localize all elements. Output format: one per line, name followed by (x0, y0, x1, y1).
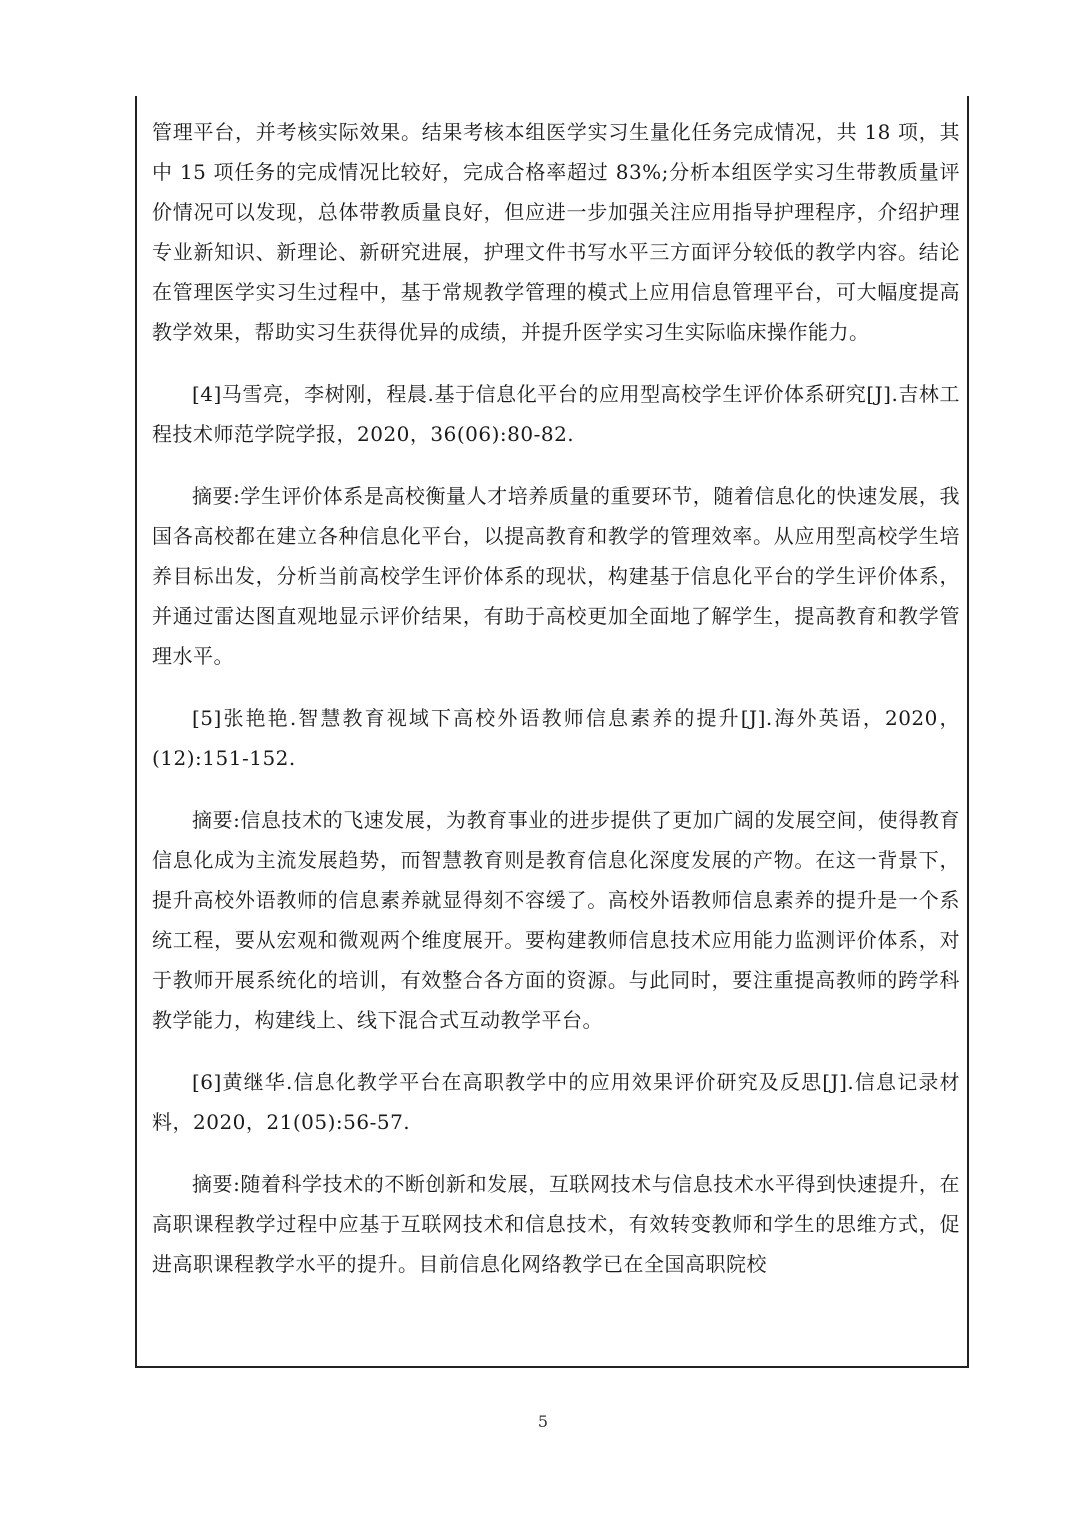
reference-5: [5]张艳艳.智慧教育视域下高校外语教师信息素养的提升[J].海外英语，2020，(12):151-152. (152, 706, 960, 770)
document-body (152, 112, 960, 1284)
abstract-6: 摘要:随着科学技术的不断创新和发展，互联网技术与信息技术水平得到快速提升，在高职课程教学过程中应基于互联网技术和信息技术，有效转变教师和学生的思维方式，促进高职课程教学水平的提升。目前信息化网络教学已在全国高职院校 (152, 1172, 960, 1276)
paragraph-gap (152, 454, 960, 476)
page-number: 5 (537, 1412, 549, 1431)
reference-4: [4]马雪亮，李树刚，程晨.基于信息化平台的应用型高校学生评价体系研究[J].吉林工程技术师范学院学报，2020，36(06):80-82. (152, 382, 960, 446)
reference-6: [6]黄继华.信息化教学平台在高职教学中的应用效果评价研究及反思[J].信息记录材料，2020，21(05):56-57. (152, 1070, 960, 1134)
paragraph-gap (152, 778, 960, 800)
paragraph-gap (152, 352, 960, 374)
abstract-3-continuation: 管理平台，并考核实际效果。结果考核本组医学实习生量化任务完成情况，共 18 项，其中 15 项任务的完成情况比较好，完成合格率超过 83%;分析本组医学实习生带教质量评价情况可以发现，总体带教质量良好，但应进一步加强关注应用指导护理程序，介绍护理专业新知识、新理论、新研究进展，护理文件书写水平三方面评分较低的教学内容。结论在管理医学实习生过程中，基于常规教学管理的模式上应用信息管理平台，可大幅度提高教学效果，帮助实习生获得优异的成绩，并提升医学实习生实际临床操作能力。 (152, 120, 960, 344)
abstract-4: 摘要:学生评价体系是高校衡量人才培养质量的重要环节，随着信息化的快速发展，我国各高校都在建立各种信息化平台，以提高教育和教学的管理效率。从应用型高校学生培养目标出发，分析当前高校学生评价体系的现状，构建基于信息化平台的学生评价体系，并通过雷达图直观地显示评价结果，有助于高校更加全面地了解学生，提高教育和教学管理水平。 (152, 484, 960, 668)
paragraph-gap (152, 676, 960, 698)
abstract-5: 摘要:信息技术的飞速发展，为教育事业的进步提供了更加广阔的发展空间，使得教育信息化成为主流发展趋势，而智慧教育则是教育信息化深度发展的产物。在这一背景下，提升高校外语教师的信息素养就显得刻不容缓了。高校外语教师信息素养的提升是一个系统工程，要从宏观和微观两个维度展开。要构建教师信息技术应用能力监测评价体系，对于教师开展系统化的培训，有效整合各方面的资源。与此同时，要注重提高教师的跨学科教学能力，构建线上、线下混合式互动教学平台。 (152, 808, 960, 1032)
paragraph-gap (152, 1040, 960, 1062)
paragraph-gap (152, 1142, 960, 1164)
